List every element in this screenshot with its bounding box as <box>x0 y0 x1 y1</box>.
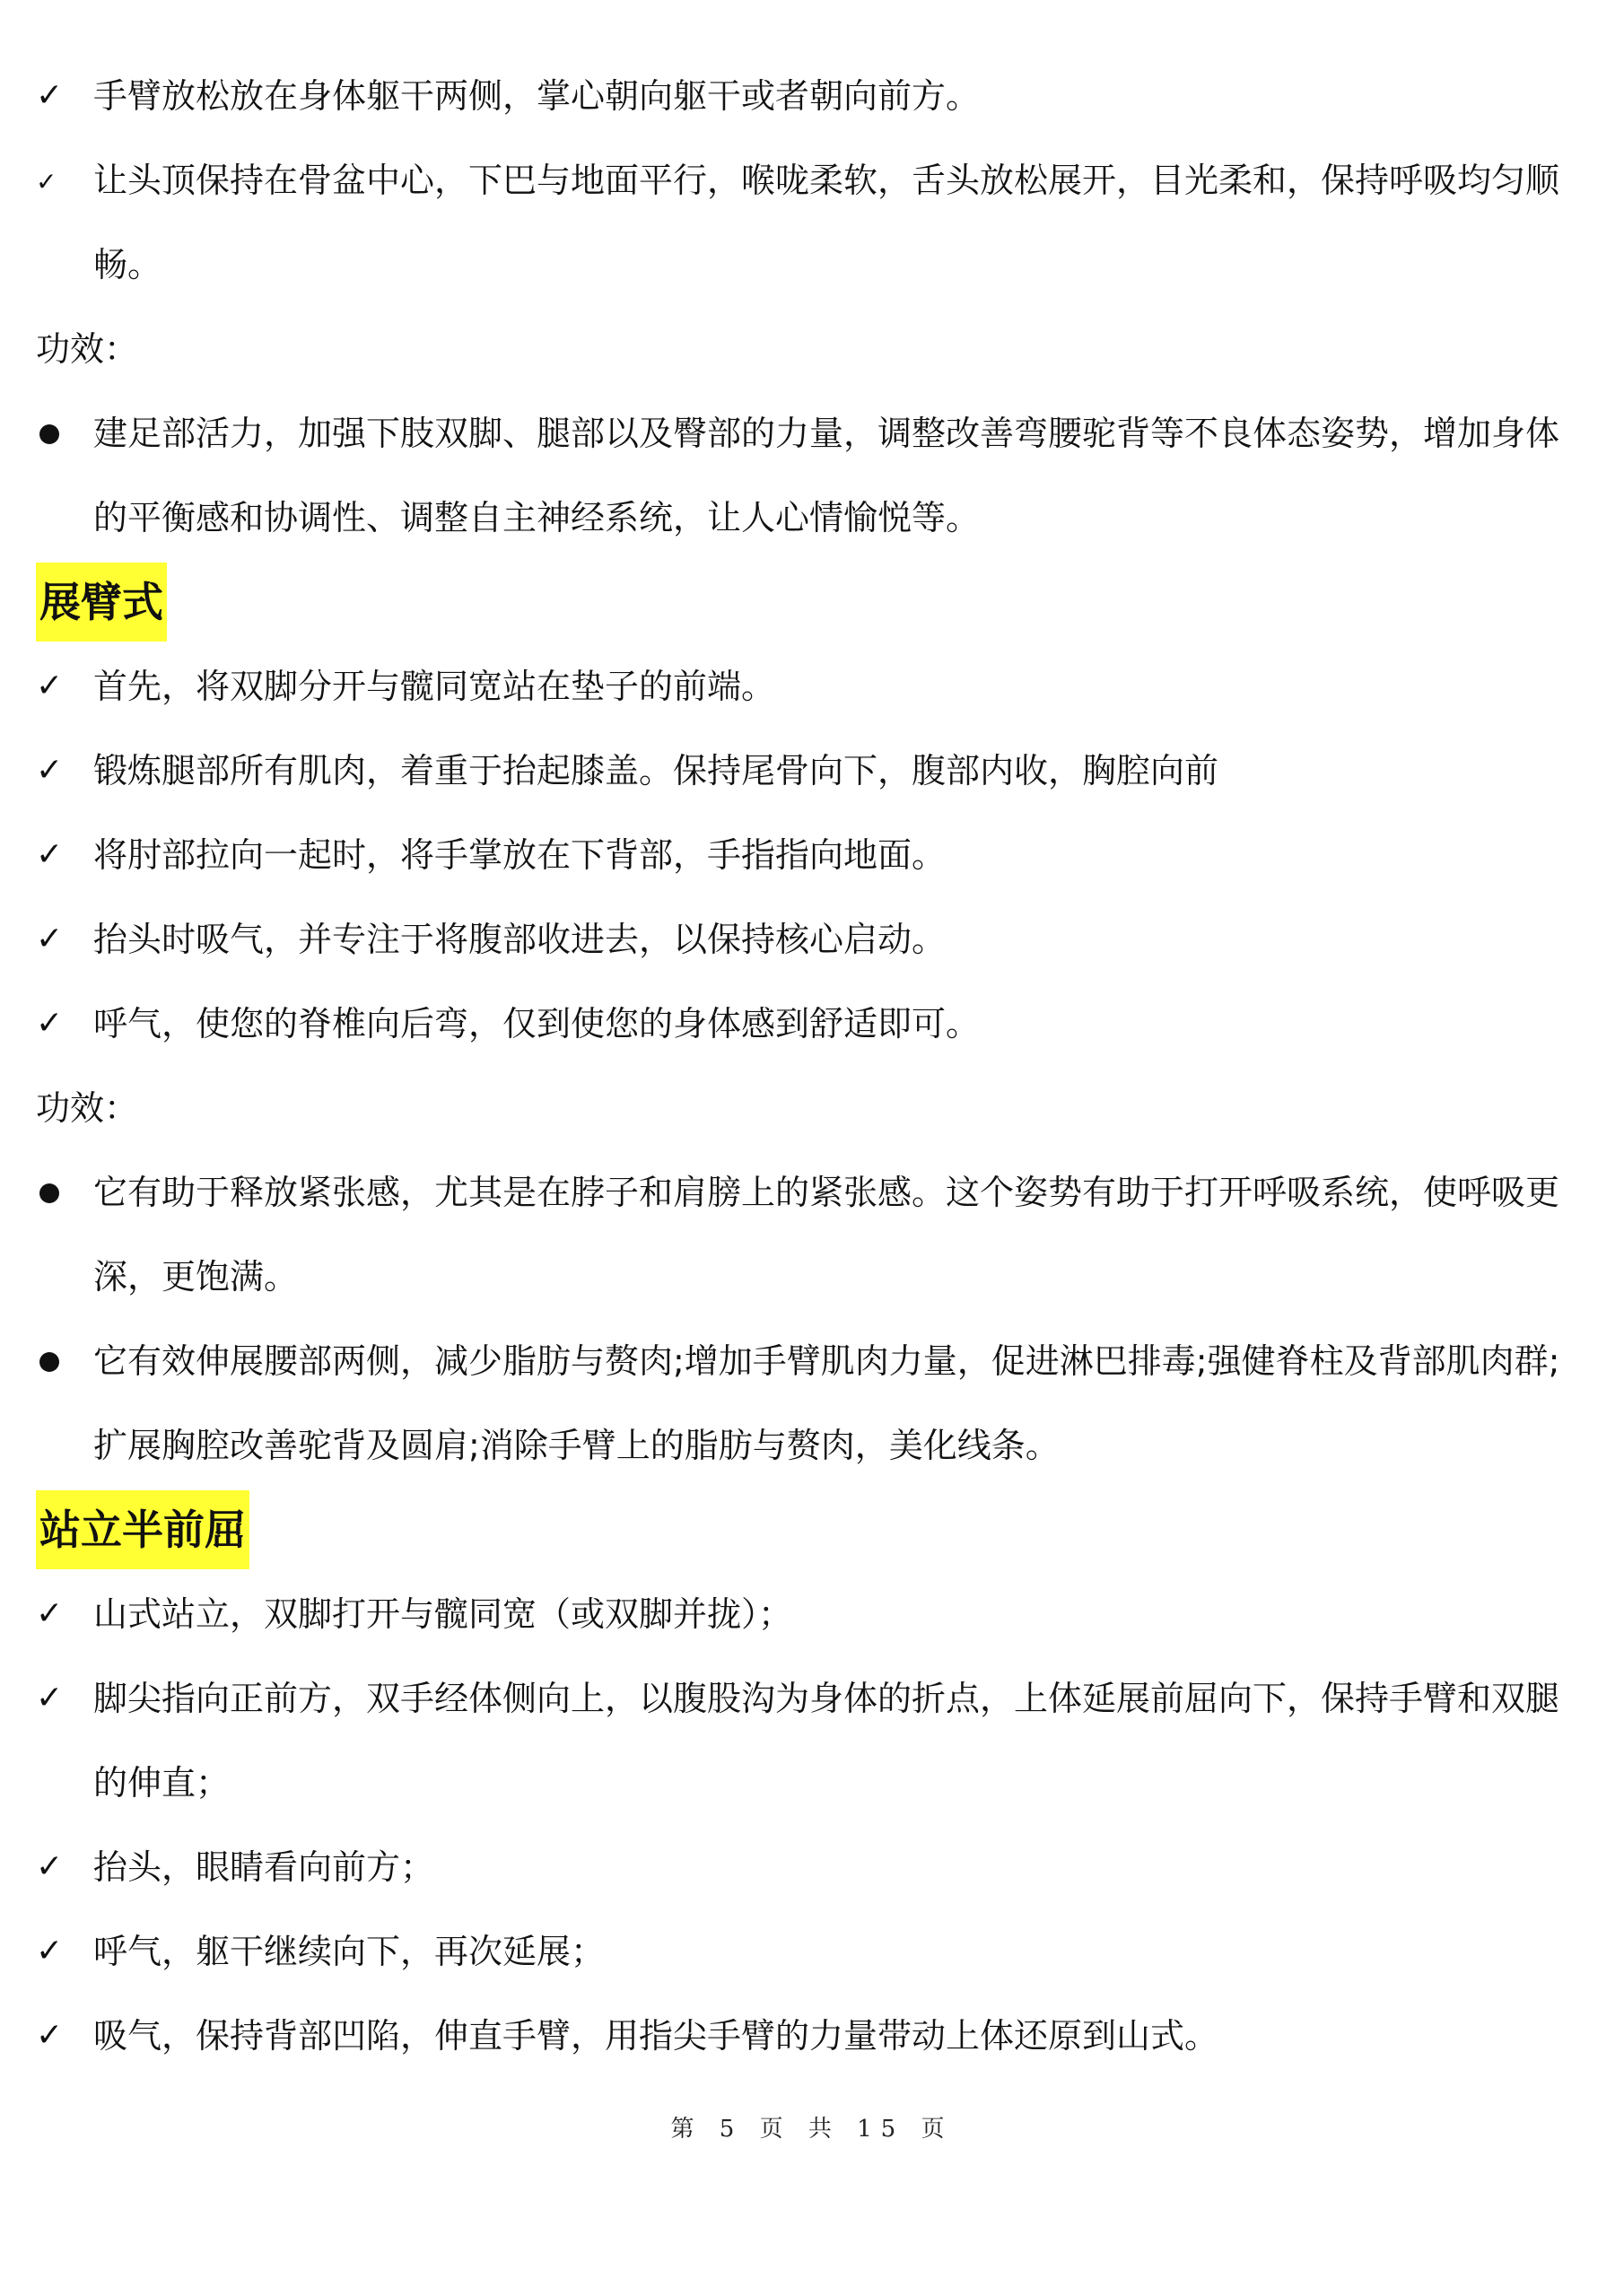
list-item <box>36 1825 1588 1909</box>
list-item <box>36 813 1588 897</box>
section-title-highlight: 展臂式 <box>36 563 167 642</box>
list-item-text: 锻炼腿部所有肌肉，着重于抬起膝盖。保持尾骨向下，腹部内收，胸腔向前 <box>93 751 1219 790</box>
list-item <box>36 982 1588 1066</box>
list-item-text: 呼气，躯干继续向下，再次延展； <box>93 1932 606 1971</box>
checkmark-icon <box>36 1656 81 1741</box>
checkmark-icon <box>36 1909 81 1994</box>
list-item-text: 吸气，保持背部凹陷，伸直手臂，用指尖手臂的力量带动上体还原到山式。 <box>93 2016 1219 2056</box>
bullet-item <box>36 1319 1588 1488</box>
list-item-text: 抬头时吸气，并专注于将腹部收进去，以保持核心启动。 <box>93 920 947 959</box>
list-item-text: 山式站立，双脚打开与髋同宽（或双脚并拢）； <box>93 1594 793 1634</box>
section-heading <box>36 560 1588 644</box>
bullet-item-text: 建足部活力，加强下肢双脚、腿部以及臀部的力量，调整改善弯腰驼背等不良体态姿势，增加身体的平衡感和协调性、调整自主神经系统，让人心情愉悦等。 <box>93 414 1560 537</box>
bullet-item <box>36 1150 1588 1319</box>
bullet-icon <box>36 391 81 476</box>
benefit-label: 功效： <box>36 1088 139 1128</box>
checkmark-icon <box>36 1825 81 1909</box>
list-item-text: 呼气，使您的脊椎向后弯，仅到使您的身体感到舒适即可。 <box>93 1004 981 1043</box>
list-item-text: 首先，将双脚分开与髋同宽站在垫子的前端。 <box>93 667 776 706</box>
list-item-text: 让头顶保持在骨盆中心，下巴与地面平行，喉咙柔软，舌头放松展开，目光柔和，保持呼吸均匀顺畅。 <box>93 161 1560 284</box>
bullet-icon <box>36 1319 81 1403</box>
bullet-item <box>36 391 1588 560</box>
bullet-item-text: 它有助于释放紧张感，尤其是在脖子和肩膀上的紧张感。这个姿势有助于打开呼吸系统，使呼吸更深，更饱满。 <box>93 1173 1560 1297</box>
checkmark-icon <box>36 897 81 982</box>
list-item-text: 将肘部拉向一起时，将手掌放在下背部，手指指向地面。 <box>93 835 947 875</box>
list-item <box>36 1909 1588 1994</box>
checkmark-icon <box>36 1994 81 2078</box>
checkmark-icon <box>36 138 81 224</box>
list-item <box>36 1656 1588 1825</box>
page-number-footer: 第 5 页 共 15 页 <box>670 2116 954 2143</box>
checkmark-icon <box>36 813 81 897</box>
list-item-text: 手臂放松放在身体躯干两侧，掌心朝向躯干或者朝向前方。 <box>93 76 981 116</box>
list-item-text: 脚尖指向正前方，双手经体侧向上，以腹股沟为身体的折点，上体延展前屈向下，保持手臂和双腿的伸直； <box>93 1679 1560 1803</box>
checkmark-icon <box>36 729 81 813</box>
section-heading <box>36 1488 1588 1572</box>
list-item <box>36 1572 1588 1656</box>
list-item <box>36 897 1588 982</box>
list-item <box>36 644 1588 729</box>
checkmark-icon <box>36 1572 81 1656</box>
bullet-icon <box>36 1150 81 1235</box>
page-content <box>36 54 1588 2078</box>
bullet-item-text: 它有效伸展腰部两侧，减少脂肪与赘肉;增加手臂肌肉力量，促进淋巴排毒;强健脊柱及背部肌肉群;扩展胸腔改善驼背及圆肩;消除手臂上的脂肪与赘肉，美化线条。 <box>93 1341 1560 1465</box>
checkmark-icon <box>36 644 81 729</box>
checkmark-icon <box>36 54 81 138</box>
list-item <box>36 1994 1588 2078</box>
section-title-highlight: 站立半前屈 <box>36 1490 249 1569</box>
list-item-text: 抬头，眼睛看向前方； <box>93 1847 435 1887</box>
list-item <box>36 54 1588 138</box>
benefit-label: 功效： <box>36 329 139 369</box>
list-item <box>36 729 1588 813</box>
checkmark-icon <box>36 982 81 1066</box>
list-item <box>36 138 1588 307</box>
